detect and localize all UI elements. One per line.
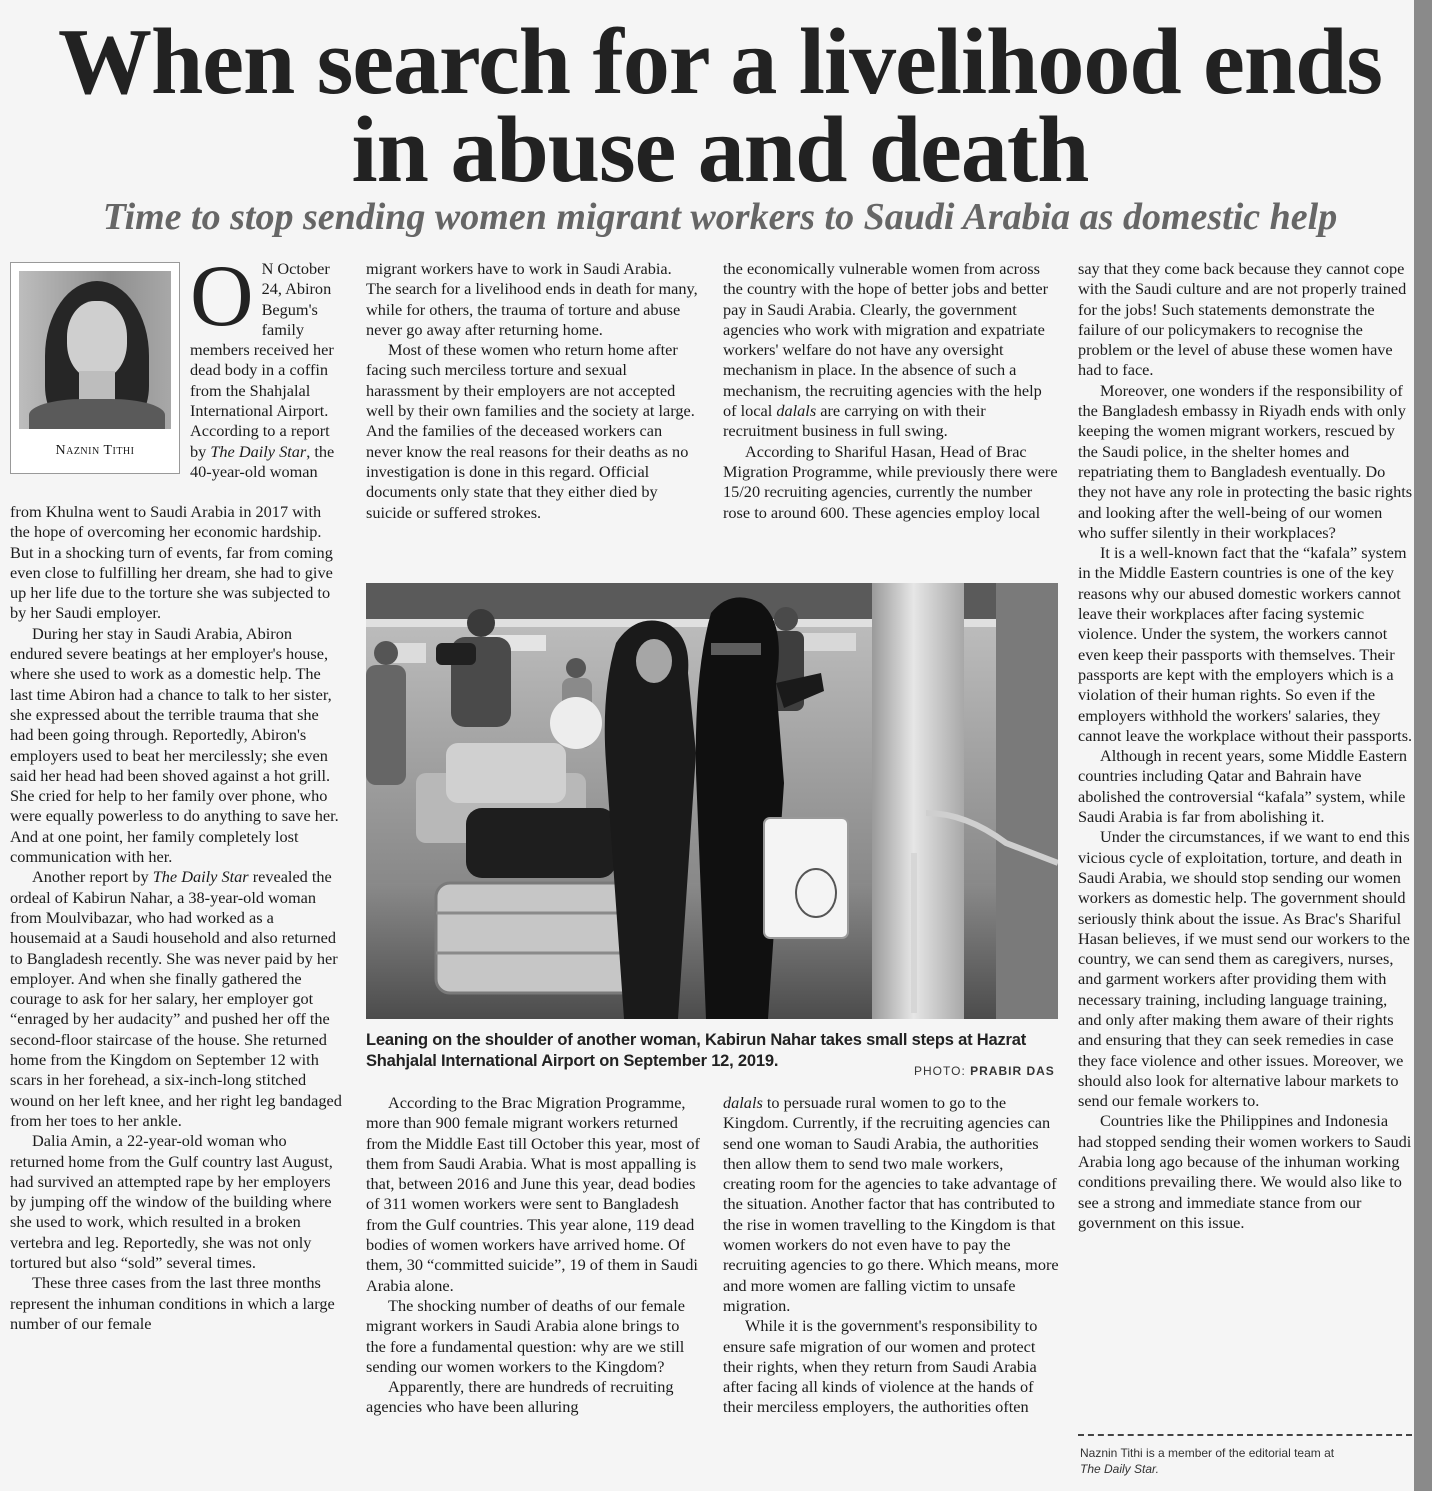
- paragraph: Although in recent years, some Middle Eastern countries including Qatar and Bahrain have abolished the controversial “kafala” system, while Saudi Arabia is far from abolishing it.: [1078, 746, 1407, 827]
- paragraph: Another report by The Daily Star revealed the ordeal of Kabirun Nahar, a 38-year-old woman from Moulvibazar, who had worked as a housemaid at a Saudi household and also returned to Bangladesh recently. She was never paid by her employer. And when she finally gathered the courage to ask for her salary, her employer got “enraged by her audacity” and pushed her off the second-floor staircase of the house. She returned home from the Kingdom on September 12 with scars in her forehead, a six-inch-long stitched wound on her left knee, and her right leg bandaged from her toes to her ankle.: [10, 867, 342, 1130]
- paragraph: According to Shariful Hasan, Head of Brac Migration Programme, while previously there were 15/20 recruiting agencies, currently the number rose to around 600. These agencies employ local: [723, 441, 1058, 522]
- paragraph: from Khulna went to Saudi Arabia in 2017 with the hope of overcoming her economic hardship. But in a shocking turn of events, far from coming even close to fulfilling her dream, she had to give up her life due to the torture she was subjected to by her Saudi employer.: [10, 502, 333, 623]
- paragraph: Dalia Amin, a 22-year-old woman who returned home from the Gulf country last August, had survived an attempted rape by her employers by jumping off the window of the building where she used to work, which resulted in a broken vertebra and leg. Reportedly, she was not only tortured but also “sold” several times.: [10, 1131, 333, 1272]
- author-photo-box: [10, 262, 180, 474]
- paragraph: Under the circumstances, if we want to end this vicious cycle of exploitation, torture, and death in Saudi Arabia, we should stop sending our women workers as domestic help. The government should seriously think about the issue. As Brac's Shariful Hasan believes, if we must send our workers to the country, we can send them as caregivers, nurses, and garment workers after providing them with necessary training, including language training, and only after making them aware of their rights and ensuring that they can seek remedies in case they face violence and other issues. Moreover, we should also look for alternative labour markets to send our female workers to.: [1078, 827, 1410, 1111]
- news-photo: [366, 583, 1058, 1019]
- paragraph: According to the Brac Migration Programme, more than 900 female migrant workers returned from the Middle East till October this year, most of them from Saudi Arabia. What is most appalling is that, between 2016 and June this year, dead bodies of 311 women workers were sent to Bangladesh from the Gulf countries. This year alone, 119 dead bodies of women workers have arrived home. Of them, 30 “committed suicide”, 19 of them in Saudi Arabia alone.: [366, 1093, 700, 1295]
- photo-caption: Leaning on the shoulder of another woman, Kabirun Nahar takes small steps at Hazrat Shahjalal International Airport on September 12, 2019.: [366, 1031, 1027, 1070]
- column-2-bottom: [366, 1093, 700, 1483]
- column-1: [10, 502, 342, 1480]
- paragraph: Moreover, one wonders if the responsibility of the Bangladesh embassy in Riyadh ends with only keeping the women migrant workers, rescued by the Saudi police, in the shelter homes and repatriating them to Bangladesh eventually. Do they not have any role in protecting the basic rights and looking after the well-being of our women who suffer silently in their workplaces?: [1078, 380, 1413, 542]
- column-4: [1078, 259, 1414, 1429]
- page-edge: [1414, 0, 1432, 1491]
- photo-credit: PHOTO: PRABIR DAS: [914, 1064, 1055, 1078]
- paragraph: During her stay in Saudi Arabia, Abiron endured severe beatings at her employer's house, where she used to work as a domestic help. The last time Abiron had a chance to talk to her sister, she expressed about the terrible trauma that she had been going through. Reportedly, Abiron's employers used to beat her mercilessly; she even said her head had been shoved against a hot grill. She cried for help to her family over phone, who were equally powerless to do anything to save her. And at one point, her family completely lost communication with her.: [10, 623, 339, 867]
- column-2-top: [366, 259, 700, 569]
- paragraph: Most of these women who return home after facing such merciless torture and sexual harassment by their employers are not accepted well by their own families and the society at large. And the families of the deceased workers can never know the real reasons for their deaths as no investigation is done in this regard. Official documents only state that they either died by suicide or suffered strokes.: [366, 340, 695, 522]
- paragraph: Countries like the Philippines and Indonesia had stopped sending their women workers to Saudi Arabia long ago because of the inhuman working conditions prevailing there. We would also like to see a strong and immediate stance from our government on this issue.: [1078, 1111, 1412, 1232]
- paragraph: These three cases from the last three months represent the inhuman conditions in which a large number of our female: [10, 1273, 335, 1333]
- column-3-top: [723, 259, 1059, 569]
- paragraph: dalals to persuade rural women to go to the Kingdom. Currently, if the recruiting agencies can send one woman to Saudi Arabia, the authorities then allow them to send two male workers, creating room for the agencies to take advantage of the situation. Another factor that has contributed to the rise in women travelling to the Kingdom is that women workers do not even have to pay the recruiting agencies to go there. Which means, more and more women are falling victim to unsafe migration.: [723, 1093, 1059, 1315]
- author-bio: Naznin Tithi is a member of the editorial team at The Daily Star.: [1080, 1446, 1335, 1476]
- headline: When search for a livelihood ends in abuse and death: [57, 10, 1383, 202]
- paragraph: the economically vulnerable women from across the country with the hope of better jobs and better pay in Saudi Arabia. Clearly, the government agencies who work with migration and expatriate workers' welfare do not have any oversight mechanism in place. In the absence of such a mechanism, the recruiting agencies with the help of local dalals are carrying on with their recruitment business in full swing.: [723, 259, 1049, 441]
- lead-paragraph: O N October 24, Abiron Begum's family members received her dead body in a coffin from the Shahjalal International Airport. According to a report by The Daily Star, the 40-year-old woman: [190, 259, 335, 481]
- paragraph: migrant workers have to work in Saudi Arabia. The search for a livelihood ends in death for many, while for others, the trauma of torture and abuse never go away after returning home.: [366, 259, 698, 339]
- subheadline: Time to stop sending women migrant workers to Saudi Arabia as domestic help: [102, 196, 1338, 238]
- drop-cap: O: [190, 259, 254, 345]
- column-1-wrap: [190, 259, 342, 503]
- paragraph: Apparently, there are hundreds of recruiting agencies who have been alluring: [366, 1377, 674, 1417]
- column-3-bottom: [723, 1093, 1059, 1483]
- paragraph: While it is the government's responsibility to ensure safe migration of our women and protect their rights, when they return from Saudi Arabia after facing all kinds of violence at the hands of their merciless employers, the authorities often: [723, 1316, 1038, 1417]
- author-photo: [19, 271, 171, 429]
- paragraph: It is a well-known fact that the “kafala” system in the Middle Eastern countries is one of the key reasons why our abused domestic workers cannot leave their workplaces after facing systemic violence. Under the system, the workers cannot even keep their passports with themselves. Their passports are kept with the employers which is a violation of their human rights. So even if the employers withhold the workers' salaries, they cannot leave the workplace without their passports.: [1078, 543, 1413, 745]
- airport-scene-illustration: [366, 583, 1058, 1019]
- author-name: Naznin Tithi: [55, 443, 135, 458]
- bio-divider: [1078, 1434, 1412, 1436]
- paragraph: say that they come back because they cannot cope with the Saudi culture and are not properly trained for the jobs! Such statements demonstrate the failure of our policymakers to recognise the problem or the level of abuse these women have had to face.: [1078, 259, 1407, 380]
- paragraph: The shocking number of deaths of our female migrant workers in Saudi Arabia alone brings to the fore a fundamental question: why are we still sending our women workers to the Kingdom?: [366, 1295, 686, 1376]
